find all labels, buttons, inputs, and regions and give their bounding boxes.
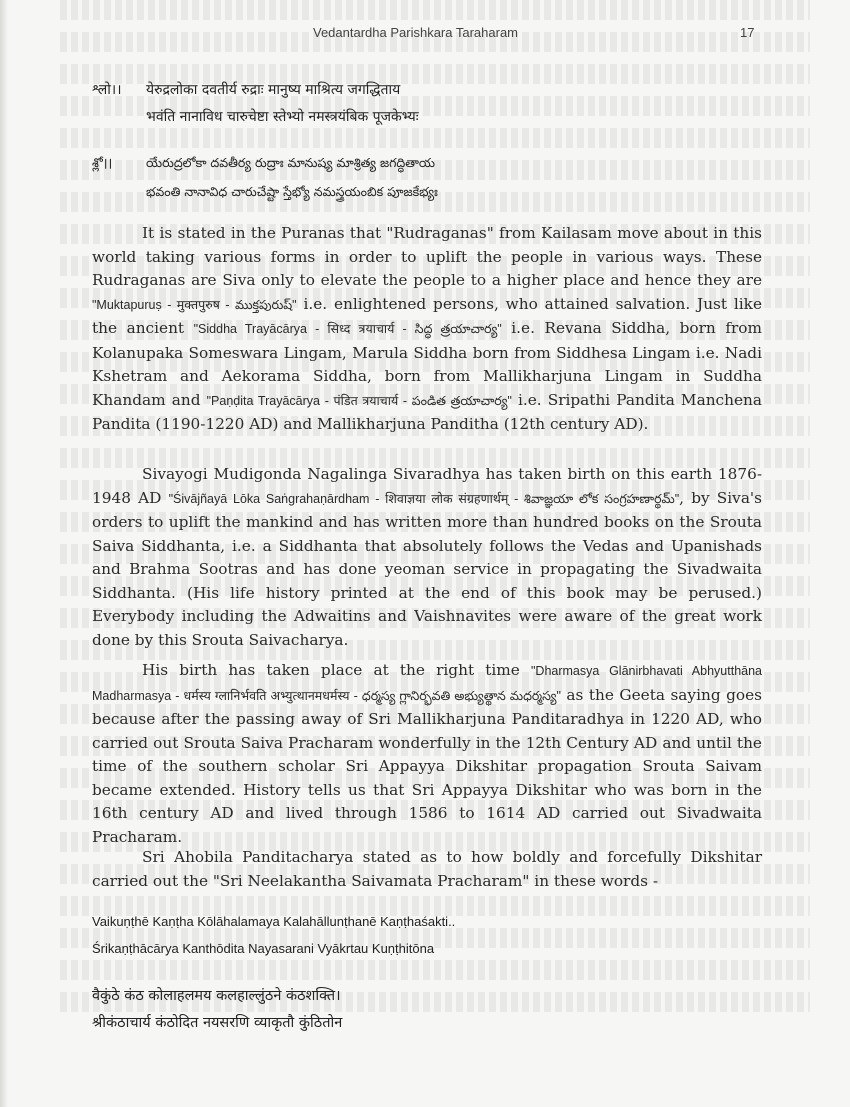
- text-run: as the Geeta saying goes because after the passing away of Sri Mallikharjuna Panditaradhya in 1220 AD, who carried out Srouta Saiva Pracharam wonderfully in the 12th Century AD and until the time of the southern scholar Sri Appayya Dikshitar propagation Srouta Saivam became extended. History tells us that Sri Appayya Dikshitar who was born in the 16th century AD and lived through 1586 to 1614 AD carried out Sivadwaita Pracharam.: [92, 685, 762, 846]
- text-run: Sri Ahobila Panditacharya stated as to how boldly and forcefully Dikshitar carried out the "Sri Neelakantha Saivamata Pracharam" in these words -: [92, 848, 762, 890]
- text-run: It is stated in the Puranas that "Rudraganas" from Kailasam move about in this world taking various forms in order to uplift the people in various ways. These Rudraganas are Siva only to elevate the people to a higher place and hence they are: [92, 224, 762, 289]
- text-run: His birth has taken place at the right time: [142, 661, 531, 679]
- page-number: 17: [740, 25, 755, 40]
- sloka-line-1: యేరుద్రలోకా దవతీర్య రుద్రాః మానుష్య మాశ్రిత్య జగద్ధితాయ: [146, 155, 435, 170]
- term-pandita-trayacarya: "Paṇḍita Trayācārya - पंडित त्रयाचार्य - పండిత త్రయాచార్య": [206, 393, 512, 408]
- sloka-mark: श्लो।।: [92, 82, 122, 98]
- page-header: [0, 22, 850, 44]
- term-dharmasya: "Dharmasya Glānirbhavati Abhyutthāna Madharmasya - धर्मस्य ग्लानिर्भवति अभ्युत्थानमधर्मस्य - ధర్మస్య గ్లానిర్భవతి అభ్యుత్థాన మధర్మస్య": [92, 664, 762, 703]
- transliteration-line-1: Vaikuṇṭhē Kaṇṭha Kōlāhalamaya Kalahāllunṭhanē Kaṇṭhaśakti..: [92, 914, 456, 929]
- sloka-line-2: भवंति नानाविध चारुचेष्टा स्तेभ्यो नमस्त्रयंबिक पूजकेभ्यः: [146, 109, 419, 125]
- sloka-mark: శ్లో।।: [92, 155, 113, 170]
- devanagari-quote-line-2: श्रीकंठाचार्य कंठोदित नयसरणि व्याकृतौ कुंठितोन: [92, 1015, 343, 1031]
- running-title: Vedantardha Parishkara Taraharam: [313, 25, 518, 40]
- paragraph-ahobila: [92, 846, 762, 893]
- term-muktapurus: "Muktapuruṣ - मुक्तपुरुष - ముక్తపురుష్": [92, 297, 297, 312]
- paragraph-rudraganas: [92, 222, 762, 437]
- text-run: , by Siva's orders to uplift the mankind and has written more than hundred books on the Srouta Saiva Siddhanta, i.e. a Siddhanta that absolutely follows the Vedas and Upanishads and Brahma Sootras and has done yeoman service in propagating the Sivadwaita Siddhanta. (His life history printed at the end of this book may be perused.) Everybody including the Adwaitins and Vaishnavites were aware of the great work done by this Srouta Saivacharya.: [92, 488, 762, 649]
- term-sivajnaya: "Śivājñayā Lōka Saṅgrahaṇārdham - शिवाज्ञया लोक संग्रहणार्थम् - శివాజ్ఞయా లోక సంగ్రహణార్థమ్": [168, 491, 680, 506]
- devanagari-quote-line-1: वैकुंठे कंठ कोलाहलमय कलहाल्लुंठने कंठशक्ति।: [92, 988, 341, 1004]
- sloka-devanagari: [92, 80, 419, 126]
- text-run: Sivayogi Mudigonda Nagalinga Sivaradhya has taken birth on this earth 1876-1948 AD: [92, 465, 762, 507]
- paragraph-sivayogi: [92, 463, 762, 652]
- scan-left-edge: [0, 0, 8, 1107]
- text-run: i.e. Revana Siddha, born from Kolanupaka Someswara Lingam, Marula Siddha born from Siddhesa Lingam i.e. Nadi Kshetram and Aekorama Siddha, born from Mallikharjuna Lingam in Suddha Khandam and: [92, 319, 763, 409]
- sloka-line-2: భవంతి నానావిధ చారుచేష్టా స్తేభ్యో నమస్త్రయంబిక పూజకేభ్యః: [146, 184, 438, 199]
- sloka-line-1: येरुद्रलोका दवतीर्य रुद्राः मानुष्य माश्रित्य जगद्धिताय: [146, 82, 401, 98]
- text-run: i.e. Sripathi Pandita Manchena Pandita (1190-1220 AD) and Mallikharjuna Panditha (12th century AD).: [92, 390, 762, 433]
- sloka-telugu: [92, 155, 438, 203]
- text-run: i.e. enlightened persons, who attained salvation. Just like the ancient: [92, 294, 762, 337]
- transliteration-line-2: Śrikaṇṭhācārya Kanthōdita Nayasarani Vyākrtau Kuṇṭhitōna: [92, 941, 435, 956]
- term-siddha-trayacarya: "Siddha Trayācārya - सिध्द त्रयाचार्य - సిద్ధ త్రయాచార్య": [193, 322, 502, 336]
- paragraph-birth: [92, 659, 762, 849]
